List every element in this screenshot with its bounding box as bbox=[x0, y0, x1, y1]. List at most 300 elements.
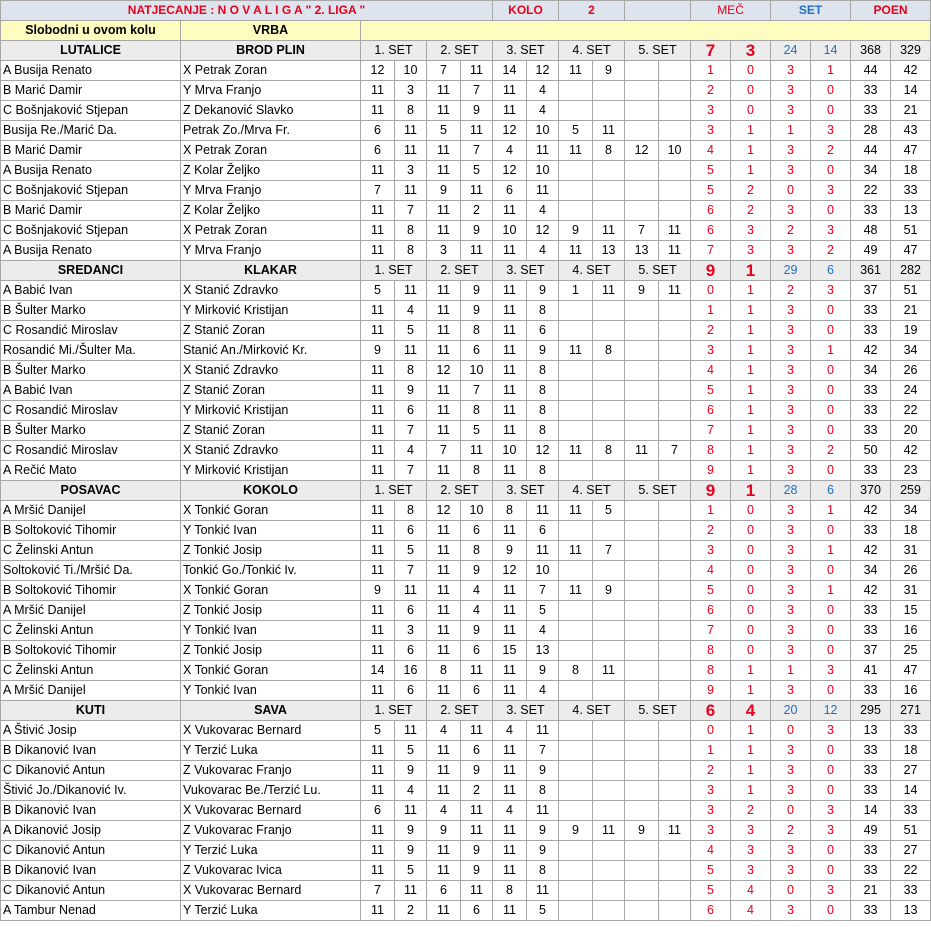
home-player: A Tambur Nenad bbox=[1, 901, 181, 921]
set-score-cell: 11 bbox=[427, 141, 461, 161]
set-home: 3 bbox=[771, 781, 811, 801]
mec-away: 1 bbox=[731, 381, 771, 401]
poen-away: 27 bbox=[891, 841, 931, 861]
mec-away: 0 bbox=[731, 561, 771, 581]
poen-away: 23 bbox=[891, 461, 931, 481]
game-row bbox=[1, 521, 931, 541]
set-score-cell: 6 bbox=[461, 341, 493, 361]
set-score-cell bbox=[625, 361, 659, 381]
home-player: A Rečić Mato bbox=[1, 461, 181, 481]
set-score-cell: 11 bbox=[493, 241, 527, 261]
match-header-row bbox=[1, 41, 931, 61]
away-player: Z Tonkić Josip bbox=[181, 601, 361, 621]
set-score-cell: 11 bbox=[493, 761, 527, 781]
set-score-cell: 11 bbox=[493, 341, 527, 361]
set-score-cell bbox=[593, 901, 625, 921]
set-score-cell bbox=[659, 161, 691, 181]
poen-home: 33 bbox=[851, 901, 891, 921]
mec-home: 9 bbox=[691, 461, 731, 481]
set-home: 0 bbox=[771, 721, 811, 741]
set-score-cell: 11 bbox=[361, 441, 395, 461]
set-score-cell: 7 bbox=[395, 561, 427, 581]
set-column-label: 5. SET bbox=[625, 41, 691, 61]
set-score-cell: 8 bbox=[493, 881, 527, 901]
mec-away: 0 bbox=[731, 601, 771, 621]
set-score-cell: 6 bbox=[361, 801, 395, 821]
away-player: X Tonkić Goran bbox=[181, 581, 361, 601]
set-score-cell: 4 bbox=[527, 681, 559, 701]
set-score-cell: 8 bbox=[527, 461, 559, 481]
poen-away: 19 bbox=[891, 321, 931, 341]
set-score-cell: 7 bbox=[461, 381, 493, 401]
mec-home: 8 bbox=[691, 641, 731, 661]
game-row bbox=[1, 461, 931, 481]
poen-home: 44 bbox=[851, 61, 891, 81]
poen-home-total: 368 bbox=[851, 41, 891, 61]
set-score-cell: 11 bbox=[395, 141, 427, 161]
set-score-cell: 11 bbox=[395, 341, 427, 361]
mec-away: 1 bbox=[731, 341, 771, 361]
set-score-cell bbox=[593, 401, 625, 421]
set-home-total: 24 bbox=[771, 41, 811, 61]
poen-away: 20 bbox=[891, 421, 931, 441]
set-score-cell: 11 bbox=[493, 461, 527, 481]
away-player: Z Kolar Željko bbox=[181, 201, 361, 221]
set-home: 2 bbox=[771, 221, 811, 241]
set-score-cell: 11 bbox=[427, 101, 461, 121]
set-score-cell: 11 bbox=[593, 281, 625, 301]
set-score-cell: 3 bbox=[427, 241, 461, 261]
set-score-cell: 8 bbox=[527, 361, 559, 381]
set-home: 3 bbox=[771, 861, 811, 881]
set-score-cell bbox=[625, 381, 659, 401]
set-score-cell: 10 bbox=[493, 221, 527, 241]
set-score-cell: 11 bbox=[361, 641, 395, 661]
set-score-cell bbox=[625, 101, 659, 121]
set-score-cell: 11 bbox=[593, 661, 625, 681]
set-score-cell: 11 bbox=[361, 761, 395, 781]
set-score-cell: 6 bbox=[461, 741, 493, 761]
mec-home: 6 bbox=[691, 601, 731, 621]
header-row bbox=[1, 1, 931, 21]
poen-home: 21 bbox=[851, 881, 891, 901]
set-score-cell: 8 bbox=[461, 321, 493, 341]
away-player: Y Mrva Franjo bbox=[181, 241, 361, 261]
set-score-cell: 11 bbox=[527, 721, 559, 741]
game-row bbox=[1, 341, 931, 361]
poen-home: 34 bbox=[851, 561, 891, 581]
away-player: X Petrak Zoran bbox=[181, 221, 361, 241]
poen-away: 34 bbox=[891, 501, 931, 521]
set-score-cell: 6 bbox=[461, 641, 493, 661]
set-away: 0 bbox=[811, 781, 851, 801]
mec-home: 5 bbox=[691, 881, 731, 901]
set-home: 3 bbox=[771, 301, 811, 321]
set-score-cell: 11 bbox=[427, 841, 461, 861]
game-row bbox=[1, 401, 931, 421]
mec-home: 6 bbox=[691, 201, 731, 221]
set-score-cell: 12 bbox=[361, 61, 395, 81]
set-score-cell: 2 bbox=[395, 901, 427, 921]
set-score-cell bbox=[559, 421, 593, 441]
home-player: A Mršić Danijel bbox=[1, 501, 181, 521]
away-player: Z Dekanović Slavko bbox=[181, 101, 361, 121]
set-score-cell: 11 bbox=[361, 601, 395, 621]
set-score-cell: 12 bbox=[493, 561, 527, 581]
set-score-cell: 11 bbox=[461, 881, 493, 901]
poen-away: 18 bbox=[891, 741, 931, 761]
set-score-cell bbox=[659, 561, 691, 581]
set-score-cell bbox=[593, 461, 625, 481]
header-spacer bbox=[625, 1, 691, 21]
set-away: 3 bbox=[811, 281, 851, 301]
set-score-cell: 8 bbox=[395, 501, 427, 521]
set-away: 0 bbox=[811, 461, 851, 481]
set-score-cell: 3 bbox=[395, 81, 427, 101]
set-score-cell: 11 bbox=[427, 401, 461, 421]
set-score-cell bbox=[593, 881, 625, 901]
set-away: 0 bbox=[811, 201, 851, 221]
mec-home: 5 bbox=[691, 381, 731, 401]
away-player: X Tonkić Goran bbox=[181, 661, 361, 681]
set-score-cell bbox=[659, 81, 691, 101]
mec-away: 1 bbox=[731, 441, 771, 461]
mec-home: 5 bbox=[691, 181, 731, 201]
mec-away: 0 bbox=[731, 61, 771, 81]
mec-home: 1 bbox=[691, 301, 731, 321]
set-score-cell bbox=[559, 201, 593, 221]
set-score-cell: 11 bbox=[527, 801, 559, 821]
away-player: Y Mirković Kristijan bbox=[181, 301, 361, 321]
set-score-cell: 11 bbox=[395, 181, 427, 201]
game-row bbox=[1, 821, 931, 841]
set-score-cell: 11 bbox=[427, 301, 461, 321]
poen-away: 51 bbox=[891, 281, 931, 301]
set-score-cell: 11 bbox=[461, 661, 493, 681]
set-score-cell: 14 bbox=[361, 661, 395, 681]
set-score-cell bbox=[625, 421, 659, 441]
set-score-cell: 11 bbox=[527, 141, 559, 161]
set-score-cell: 9 bbox=[593, 61, 625, 81]
set-score-cell: 7 bbox=[427, 441, 461, 461]
set-score-cell bbox=[593, 781, 625, 801]
home-player: A Dikanović Josip bbox=[1, 821, 181, 841]
mec-home: 4 bbox=[691, 841, 731, 861]
poen-home: 33 bbox=[851, 781, 891, 801]
set-home-total: 29 bbox=[771, 261, 811, 281]
away-team: SAVA bbox=[181, 701, 361, 721]
set-score-cell: 5 bbox=[361, 721, 395, 741]
set-score-cell: 4 bbox=[395, 781, 427, 801]
set-score-cell: 9 bbox=[461, 861, 493, 881]
set-score-cell bbox=[625, 461, 659, 481]
set-score-cell bbox=[559, 561, 593, 581]
set-score-cell bbox=[659, 661, 691, 681]
set-home: 2 bbox=[771, 281, 811, 301]
game-row bbox=[1, 721, 931, 741]
mec-away: 0 bbox=[731, 101, 771, 121]
set-score-cell: 7 bbox=[395, 461, 427, 481]
set-score-cell bbox=[593, 201, 625, 221]
mec-away: 1 bbox=[731, 721, 771, 741]
set-score-cell bbox=[593, 641, 625, 661]
game-row bbox=[1, 321, 931, 341]
home-player: A Busija Renato bbox=[1, 161, 181, 181]
set-score-cell bbox=[625, 181, 659, 201]
set-score-cell: 12 bbox=[493, 121, 527, 141]
set-away: 1 bbox=[811, 61, 851, 81]
poen-home: 33 bbox=[851, 201, 891, 221]
set-score-cell bbox=[593, 421, 625, 441]
away-player: X Stanić Zdravko bbox=[181, 281, 361, 301]
set-score-cell: 11 bbox=[559, 341, 593, 361]
set-score-cell: 11 bbox=[559, 61, 593, 81]
set-score-cell: 11 bbox=[493, 281, 527, 301]
set-away: 0 bbox=[811, 901, 851, 921]
home-player: B Šulter Marko bbox=[1, 361, 181, 381]
set-home: 3 bbox=[771, 621, 811, 641]
set-score-cell: 9 bbox=[527, 341, 559, 361]
set-score-cell: 5 bbox=[461, 161, 493, 181]
set-away: 0 bbox=[811, 521, 851, 541]
set-score-cell: 8 bbox=[461, 401, 493, 421]
game-row bbox=[1, 221, 931, 241]
set-score-cell bbox=[625, 501, 659, 521]
set-score-cell: 9 bbox=[527, 661, 559, 681]
mec-home: 5 bbox=[691, 861, 731, 881]
set-score-cell: 11 bbox=[559, 541, 593, 561]
set-score-cell: 8 bbox=[527, 781, 559, 801]
mec-away: 2 bbox=[731, 181, 771, 201]
set-score-cell: 7 bbox=[427, 61, 461, 81]
set-score-cell: 11 bbox=[361, 201, 395, 221]
set-away: 0 bbox=[811, 601, 851, 621]
set-score-cell bbox=[625, 341, 659, 361]
set-score-cell bbox=[559, 361, 593, 381]
mec-away-total: 3 bbox=[731, 41, 771, 61]
poen-away: 16 bbox=[891, 621, 931, 641]
game-row bbox=[1, 281, 931, 301]
home-player: Rosandić Mi./Šulter Ma. bbox=[1, 341, 181, 361]
poen-home: 33 bbox=[851, 421, 891, 441]
set-score-cell: 9 bbox=[361, 341, 395, 361]
set-score-cell: 12 bbox=[427, 501, 461, 521]
set-score-cell: 6 bbox=[461, 901, 493, 921]
set-home: 3 bbox=[771, 321, 811, 341]
home-player: C Dikanović Antun bbox=[1, 881, 181, 901]
set-score-cell: 11 bbox=[427, 221, 461, 241]
set-away-total: 6 bbox=[811, 261, 851, 281]
away-player: Z Tonkić Josip bbox=[181, 641, 361, 661]
home-team: KUTI bbox=[1, 701, 181, 721]
set-home: 3 bbox=[771, 741, 811, 761]
set-column-label: 5. SET bbox=[625, 261, 691, 281]
set-score-cell: 11 bbox=[395, 881, 427, 901]
away-team: BROD PLIN bbox=[181, 41, 361, 61]
game-row bbox=[1, 121, 931, 141]
poen-away: 33 bbox=[891, 881, 931, 901]
set-score-cell: 5 bbox=[395, 861, 427, 881]
set-score-cell: 8 bbox=[427, 661, 461, 681]
home-player: B Šulter Marko bbox=[1, 301, 181, 321]
set-score-cell: 7 bbox=[625, 221, 659, 241]
away-player: X Tonkić Goran bbox=[181, 501, 361, 521]
home-player: C Rosandić Miroslav bbox=[1, 441, 181, 461]
away-player: Petrak Zo./Mrva Fr. bbox=[181, 121, 361, 141]
away-player: Y Tonkić Ivan bbox=[181, 521, 361, 541]
set-score-cell: 11 bbox=[559, 241, 593, 261]
set-score-cell: 9 bbox=[361, 581, 395, 601]
set-score-cell bbox=[625, 621, 659, 641]
set-score-cell bbox=[593, 161, 625, 181]
poen-home: 49 bbox=[851, 241, 891, 261]
set-score-cell: 11 bbox=[427, 461, 461, 481]
set-score-cell bbox=[593, 321, 625, 341]
set-score-cell: 8 bbox=[527, 861, 559, 881]
poen-home: 28 bbox=[851, 121, 891, 141]
set-score-cell: 11 bbox=[527, 881, 559, 901]
set-score-cell: 12 bbox=[427, 361, 461, 381]
set-score-cell bbox=[559, 601, 593, 621]
set-score-cell: 11 bbox=[493, 901, 527, 921]
set-score-cell: 11 bbox=[493, 81, 527, 101]
set-score-cell: 10 bbox=[461, 501, 493, 521]
set-home: 0 bbox=[771, 181, 811, 201]
set-score-cell bbox=[593, 181, 625, 201]
poen-home: 34 bbox=[851, 161, 891, 181]
set-away: 3 bbox=[811, 121, 851, 141]
set-score-cell: 11 bbox=[427, 341, 461, 361]
poen-away: 22 bbox=[891, 401, 931, 421]
home-player: A Babić Ivan bbox=[1, 381, 181, 401]
set-away: 0 bbox=[811, 421, 851, 441]
set-score-cell: 9 bbox=[625, 281, 659, 301]
home-player: B Soltoković Tihomir bbox=[1, 521, 181, 541]
set-score-cell bbox=[593, 721, 625, 741]
set-home: 3 bbox=[771, 561, 811, 581]
set-score-cell: 11 bbox=[361, 161, 395, 181]
set-score-cell: 11 bbox=[361, 861, 395, 881]
set-score-cell: 9 bbox=[395, 381, 427, 401]
poen-away: 13 bbox=[891, 901, 931, 921]
home-player: B Dikanović Ivan bbox=[1, 861, 181, 881]
set-score-cell: 6 bbox=[395, 641, 427, 661]
mec-home: 3 bbox=[691, 821, 731, 841]
set-score-cell: 3 bbox=[395, 621, 427, 641]
game-row bbox=[1, 601, 931, 621]
set-score-cell bbox=[659, 581, 691, 601]
set-score-cell: 11 bbox=[361, 741, 395, 761]
match-header-row bbox=[1, 481, 931, 501]
set-score-cell: 11 bbox=[427, 561, 461, 581]
set-home: 0 bbox=[771, 881, 811, 901]
set-score-cell: 11 bbox=[361, 361, 395, 381]
home-player: B Marić Damir bbox=[1, 201, 181, 221]
set-score-cell: 8 bbox=[527, 401, 559, 421]
mec-home: 6 bbox=[691, 221, 731, 241]
set-score-cell bbox=[593, 381, 625, 401]
set-score-cell: 9 bbox=[461, 621, 493, 641]
mec-home: 5 bbox=[691, 161, 731, 181]
set-score-cell bbox=[659, 501, 691, 521]
set-score-cell: 9 bbox=[559, 821, 593, 841]
set-score-cell: 11 bbox=[593, 221, 625, 241]
set-score-cell: 4 bbox=[427, 801, 461, 821]
poen-away: 15 bbox=[891, 601, 931, 621]
poen-home: 33 bbox=[851, 841, 891, 861]
set-away: 0 bbox=[811, 401, 851, 421]
set-score-cell bbox=[659, 401, 691, 421]
set-score-cell bbox=[659, 681, 691, 701]
set-score-cell: 5 bbox=[395, 541, 427, 561]
set-score-cell: 11 bbox=[427, 761, 461, 781]
kolo-label: KOLO bbox=[493, 1, 559, 21]
away-player: Z Stanić Zoran bbox=[181, 321, 361, 341]
mec-away: 1 bbox=[731, 281, 771, 301]
home-player: A Štivić Josip bbox=[1, 721, 181, 741]
poen-home: 33 bbox=[851, 761, 891, 781]
mec-away: 1 bbox=[731, 321, 771, 341]
free-teams-row bbox=[1, 21, 931, 41]
set-away: 0 bbox=[811, 741, 851, 761]
poen-away-total: 282 bbox=[891, 261, 931, 281]
set-score-cell: 9 bbox=[527, 281, 559, 301]
home-player: B Dikanović Ivan bbox=[1, 741, 181, 761]
mec-away: 3 bbox=[731, 221, 771, 241]
set-score-cell: 11 bbox=[427, 201, 461, 221]
set-score-cell: 11 bbox=[461, 121, 493, 141]
home-player: C Bošnjaković Stjepan bbox=[1, 221, 181, 241]
set-score-cell: 8 bbox=[527, 301, 559, 321]
set-column-label: 3. SET bbox=[493, 261, 559, 281]
poen-home: 13 bbox=[851, 721, 891, 741]
home-player: B Soltoković Tihomir bbox=[1, 641, 181, 661]
mec-away: 4 bbox=[731, 881, 771, 901]
set-away: 1 bbox=[811, 501, 851, 521]
poen-away: 31 bbox=[891, 541, 931, 561]
set-score-cell: 11 bbox=[493, 861, 527, 881]
mec-away: 1 bbox=[731, 401, 771, 421]
home-player: A Busija Renato bbox=[1, 241, 181, 261]
set-score-cell: 11 bbox=[659, 281, 691, 301]
match-header-row bbox=[1, 701, 931, 721]
set-score-cell: 9 bbox=[461, 281, 493, 301]
set-score-cell bbox=[593, 301, 625, 321]
set-column-label: 1. SET bbox=[361, 41, 427, 61]
mec-home: 3 bbox=[691, 801, 731, 821]
set-column-label: 2. SET bbox=[427, 261, 493, 281]
set-score-cell: 9 bbox=[593, 581, 625, 601]
set-score-cell: 6 bbox=[461, 521, 493, 541]
home-player: B Soltoković Tihomir bbox=[1, 581, 181, 601]
set-score-cell: 11 bbox=[493, 381, 527, 401]
home-player: C Želinski Antun bbox=[1, 541, 181, 561]
home-player: A Mršić Danijel bbox=[1, 681, 181, 701]
away-player: Vukovarac Be./Terzić Lu. bbox=[181, 781, 361, 801]
set-score-cell: 7 bbox=[395, 421, 427, 441]
set-away: 3 bbox=[811, 881, 851, 901]
set-score-cell bbox=[659, 721, 691, 741]
set-score-cell: 8 bbox=[527, 381, 559, 401]
game-row bbox=[1, 301, 931, 321]
mec-home: 3 bbox=[691, 101, 731, 121]
mec-home-total: 6 bbox=[691, 701, 731, 721]
set-score-cell: 11 bbox=[493, 601, 527, 621]
mec-away: 1 bbox=[731, 741, 771, 761]
set-score-cell bbox=[625, 301, 659, 321]
set-score-cell: 11 bbox=[361, 381, 395, 401]
set-score-cell: 9 bbox=[527, 841, 559, 861]
